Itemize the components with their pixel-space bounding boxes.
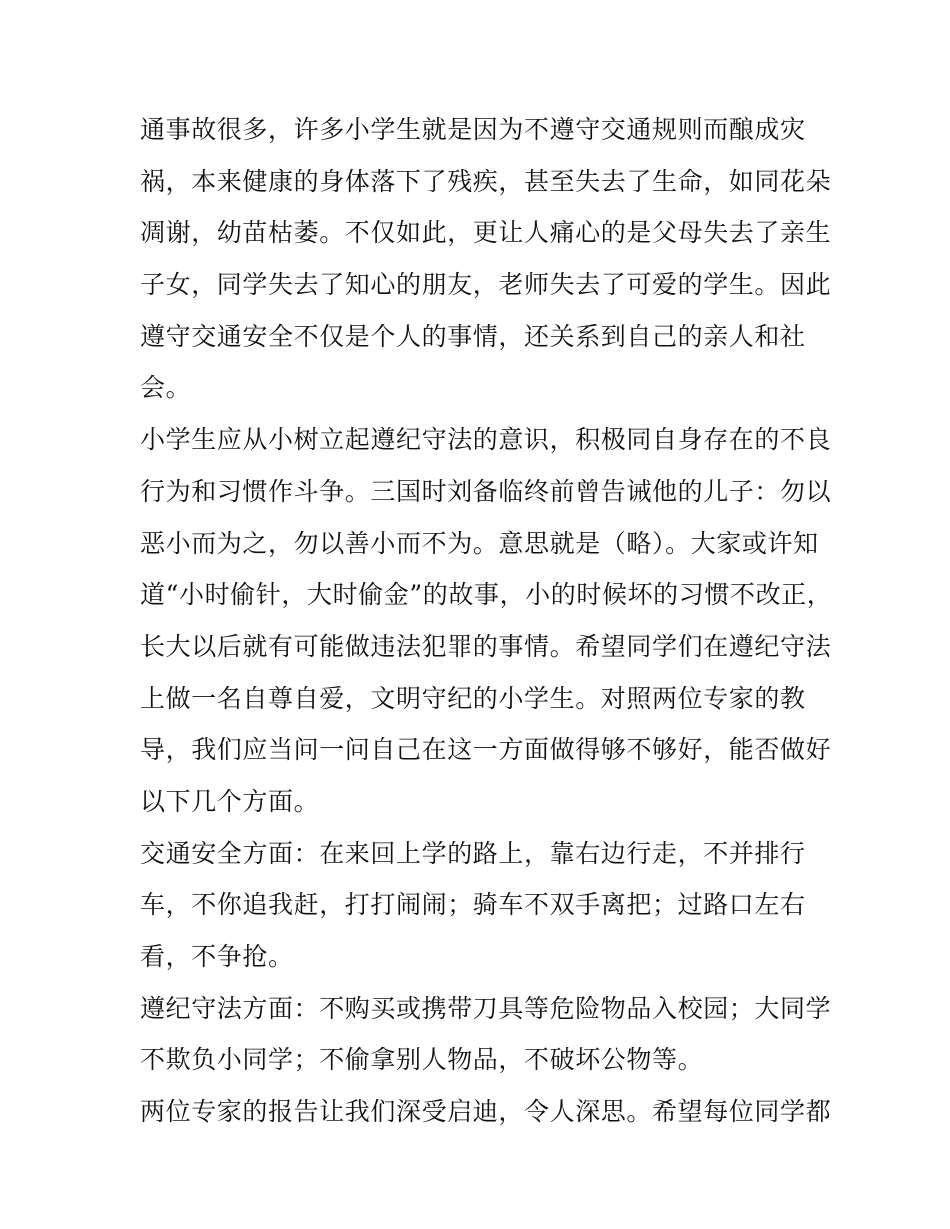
text-line: 凋谢，幼苗枯萎。不仅如此，更让人痛心的是父母失去了亲生 [140,218,832,248]
text-line: 车，不你追我赶，打打闹闹；骑车不双手离把；过路口左右 [140,890,806,920]
text-line: 恶小而为之，勿以善小而不为。意思就是（略）。大家或许知 [140,528,819,558]
text-line: 行为和习惯作斗争。三国时刘备临终前曾告诫他的儿子：勿以 [140,476,832,506]
text-line: 遵守交通安全不仅是个人的事情，还关系到自己的亲人和社 [140,321,806,351]
text-line: 两位专家的报告让我们深受启迪，令人深思。希望每位同学都 [140,1097,832,1127]
text-line: 子女，同学失去了知心的朋友，老师失去了可爱的学生。因此 [140,270,832,300]
text-line: 长大以后就有可能做违法犯罪的事情。希望同学们在遵纪守法 [140,631,832,661]
text-line: 不欺负小同学；不偷拿别人物品，不破坏公物等。 [140,1045,704,1075]
text-line: 上做一名自尊自爱，文明守纪的小学生。对照两位专家的教 [140,683,806,713]
text-line: 看，不争抢。 [140,942,294,971]
text-line: 道“小时偷针，大时偷金”的故事，小的时候坏的习惯不改正， [140,580,833,610]
text-line: 小学生应从小树立起遵纪守法的意识，积极同自身存在的不良 [140,425,832,455]
text-line: 导，我们应当问一问自己在这一方面做得够不够好，能否做好 [140,735,832,765]
text-line: 遵纪守法方面：不购买或携带刀具等危险物品入校园；大同学 [140,993,832,1023]
text-line: 以下几个方面。 [140,786,320,816]
text-line: 祸，本来健康的身体落下了残疾，甚至失去了生命，如同花朵 [140,166,832,196]
body-text [140,104,833,1138]
text-line: 会。 [140,373,192,403]
text-line: 交通安全方面：在来回上学的路上，靠右边行走，不并排行 [140,838,806,868]
text-line: 通事故很多，许多小学生就是因为不遵守交通规则而酿成灾 [140,115,806,144]
